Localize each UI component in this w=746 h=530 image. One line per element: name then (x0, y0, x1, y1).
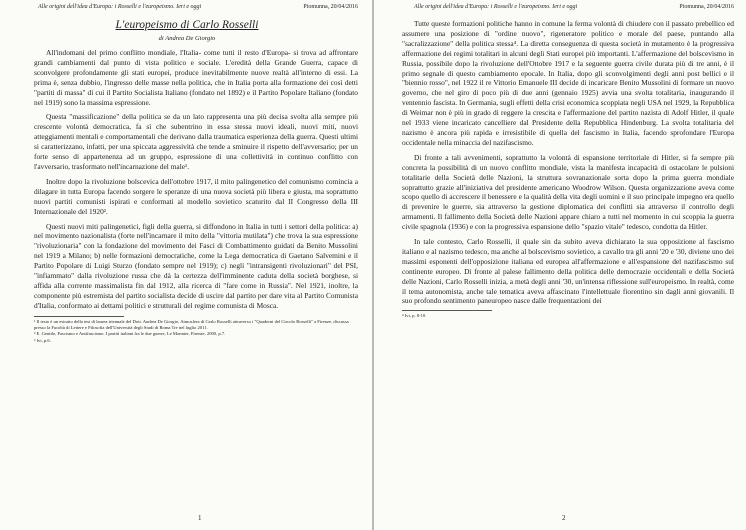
footnote: ⁴ Ivi, p. 8-10. (402, 313, 427, 319)
header-title: Alle origini dell'idea d'Europa: i Rosselli e l'europeismo. Ieri e oggi (38, 4, 202, 10)
paragraph: Questi nuovi miti palingenetici, figli della guerra, si diffondono in Italia in tutti i settori della politica: a) nel movimento nazionalista (forte nell'incarnare il mito della "vittoria mutilata") che trova la sua espressione "rivoluzionaria" con la fondazione del movimento dei Fasci di Combattimento guidati da Benito Mussolini nel 1919 a Milano; b) nelle formazioni democratiche, come la Lega democratica di Gaetano Salvemini e il Partito Popolare di Luigi Sturzo (fondato sempre nel 1919); c) negli "intransigenti rivoluzionari" del PSI, "infiammato" dalla rivoluzione russa che dà la certezza dell'imminente caduta della società borghese, si affida alla corrente massimalista fin dal 1912, alla ricerca di "fare come in Russia". Nel 1921, inoltre, la componente più estremista del partito socialista decide di uscire dal partito per dare vita al Partito Comunista d'Italia, conformato ai dettami politici e strutturali del regime comunista di Mosca. (34, 221, 358, 310)
paragraph: Di fronte a tali avvenimenti, soprattutto la volontà di espansione territoriale di Hitler, si fa sempre più concreta la possibilità di un nuovo conflitto mondiale, vista la manifesta incapacità di ostacolare le pulsioni totalitarie della Società delle Nazioni, la struttura sovranazionale sorta dopo la prima guerra mondiale soprattutto grazie all'iniziativa del presidente americano Woodrow Wilson. Questa organizzazione aveva come scopo quello di accrescere il benessere e la qualità della vita degli uomini e il suo principale impegno era quello di prevenire le guerre, sia attraverso la gestione diplomatica dei conflitti sia attraverso il controllo degli armamenti. Il fallimento della Società delle Nazioni appare chiaro a tutti nel momento in cui scoppia la guerra civile spagnola (1936) e con la progressiva espansione dello "spazio vitale" tedesco, condotta da Hitler. (402, 152, 734, 232)
footnote-divider (34, 316, 124, 317)
footnote-divider (402, 310, 492, 311)
author-line: di Andrea De Giorgio (158, 35, 216, 42)
document-page-1 (0, 0, 372, 530)
page-number: 1 (198, 514, 202, 522)
footnote: ³ Ivi, p.6. (34, 337, 51, 343)
header-date: Piomunna, 20/04/2016 (303, 4, 358, 10)
paragraph: All'indomani del primo conflitto mondiale, l'Italia- come tutti il resto d'Europa- si trova ad affrontare grandi cambiamenti dal punto di vista politico e sociale. L'eredità della Grande Guerra, capace di sconvolgere profondamente gli stati europei, produce inevitabilmente nuove realtà all'interno di essi. La prima è, senza dubbio, l'ingresso delle masse nella politica, che in Italia porta alla formazione dei così detti "partiti di massa" di cui il Partito Socialista Italiano (fondato nel 1892) e il Partito Popolare Italiano (fondato nel 1919) sono la massima espressione. (34, 48, 358, 107)
header-title: Alle origini dell'idea d'Europa: i Rosselli e l'europeismo. Ieri e oggi (414, 4, 578, 10)
footnote: ¹ Il testo è un estratto della tesi di laurea triennale del Dott. Andrea De Giorgio, Atmosfera di Carlo Rosselli attraverso i "Quaderni del Circolo Rosselli" a Firenze, discussa presso la Facoltà di Lettere e Filosofia dell'Università degli Studi di Roma Tre nel luglio 2011. (34, 318, 349, 330)
paragraph: Questa "massificazione" della politica se da un lato rappresenta una più decisa svolta alla sempre più crescente volontà democratica, fa sì che subentrino in essa stessa nuovi ideali, nuovi miti, nuovi atteggiamenti mentali e comportamentali che derivano dalla traumatica esperienza della guerra. Questi ultimi si caratterizzano, infatti, per una spiccata aggressività che tende a sminuire il rispetto dell'avversario; per un forte senso di appartenenza ad un gruppo, espressione di una collettività in continuo conflitto con l'avversario, trasformato nell'incarnazione del male¹. (34, 112, 358, 171)
paragraph: Inoltre dopo la rivoluzione bolscevica dell'ottobre 1917, il mito palingenetico del comunismo comincia a dilagare in tutta Europa facendo sorgere le speranze di una nuova società più libera e giusta, ma soprattutto nuovi partiti comunisti ispirati e conformati al modello sovietico scaturito dal II Congresso della III Internazionale del 1920². (34, 176, 358, 216)
page-header (414, 4, 734, 10)
document-title: L'europeismo di Carlo Rosselli (115, 19, 259, 31)
page-header (38, 4, 358, 10)
paragraph: In tale contesto, Carlo Rosselli, il quale sin da subito aveva dichiarato la sua opposizione al fascismo italiano e al nazismo tedesco, ma anche al bolscevismo sovietico, a cavallo tra gli anni '20 e '30, diviene uno dei massimi esponenti dell'opposizione italiana ed europea all'affermazione e all'espansione del nazifascismo sul continente europeo. Di fronte al palese fallimento della politica delle democrazie occidentali e della Società delle Nazioni, Carlo Rosselli inizia, a metà degli anni '30, un'intensa riflessione sull'europeismo. In realtà, come il tema autonomista, anche tale tematica aveva affascinato l'intellettuale fiorentino sin dagli anni giovanili. Il suo profondo sentimento paneuropeo nasce dalle frequentazioni dei (402, 237, 734, 306)
document-page-2 (374, 0, 746, 530)
page-number: 2 (562, 514, 566, 522)
header-date: Piomunna, 20/04/2016 (679, 4, 734, 10)
footnote: ² E. Gentile, Fascismo e Antifascismo. I partiti italiani fra le due guerre, Le Monnier, Firenze, 2000, p.7. (34, 331, 226, 337)
paragraph: Tutte queste formazioni politiche hanno in comune la ferma volontà di chiudere con il passato prebellico ed assumere una posizione di "ordine nuovo", rigeneratore politico e morale del paese, puntando alla "sacralizzazione" della politica stessa⁴. La diretta conseguenza di questa società in mutamento è la progressiva affermazione dei regimi totalitari in alcuni degli Stati europei più importanti. L'affermazione del bolscevismo in Russia, possibile dopo la rivoluzione dell'Ottobre 1917 e la seguente guerra civile durata più di tre anni, è il primo segnale di questo cambiamento epocale. In Italia, dopo gli sconvolgimenti degli anni post bellici e il "biennio rosso", nel 1922 il re Vittorio Emanuele III decide di incaricare Benito Mussolini di formare un nuovo governo, che nel giro di poco più di due anni (gennaio 1925) avvia una svolta totalitaria, inaugurando il ventennio fascista. In Germania, sugli effetti della crisi economica scoppiata negli USA nel 1929, la Repubblica di Weimar non è più in grado di reggere la crescita e l'affermazione del partito nazista di Adolf Hitler, il quale nel 1933 viene incaricato cancelliere dal Presidente della Repubblica Hindenburg. La svolta totalitaria del nazismo è ancora più rapida e irresistibile di quella del fascismo in Italia, facendo sprofondare l'Europa occidentale nella minaccia del nazifascismo. (402, 19, 734, 147)
